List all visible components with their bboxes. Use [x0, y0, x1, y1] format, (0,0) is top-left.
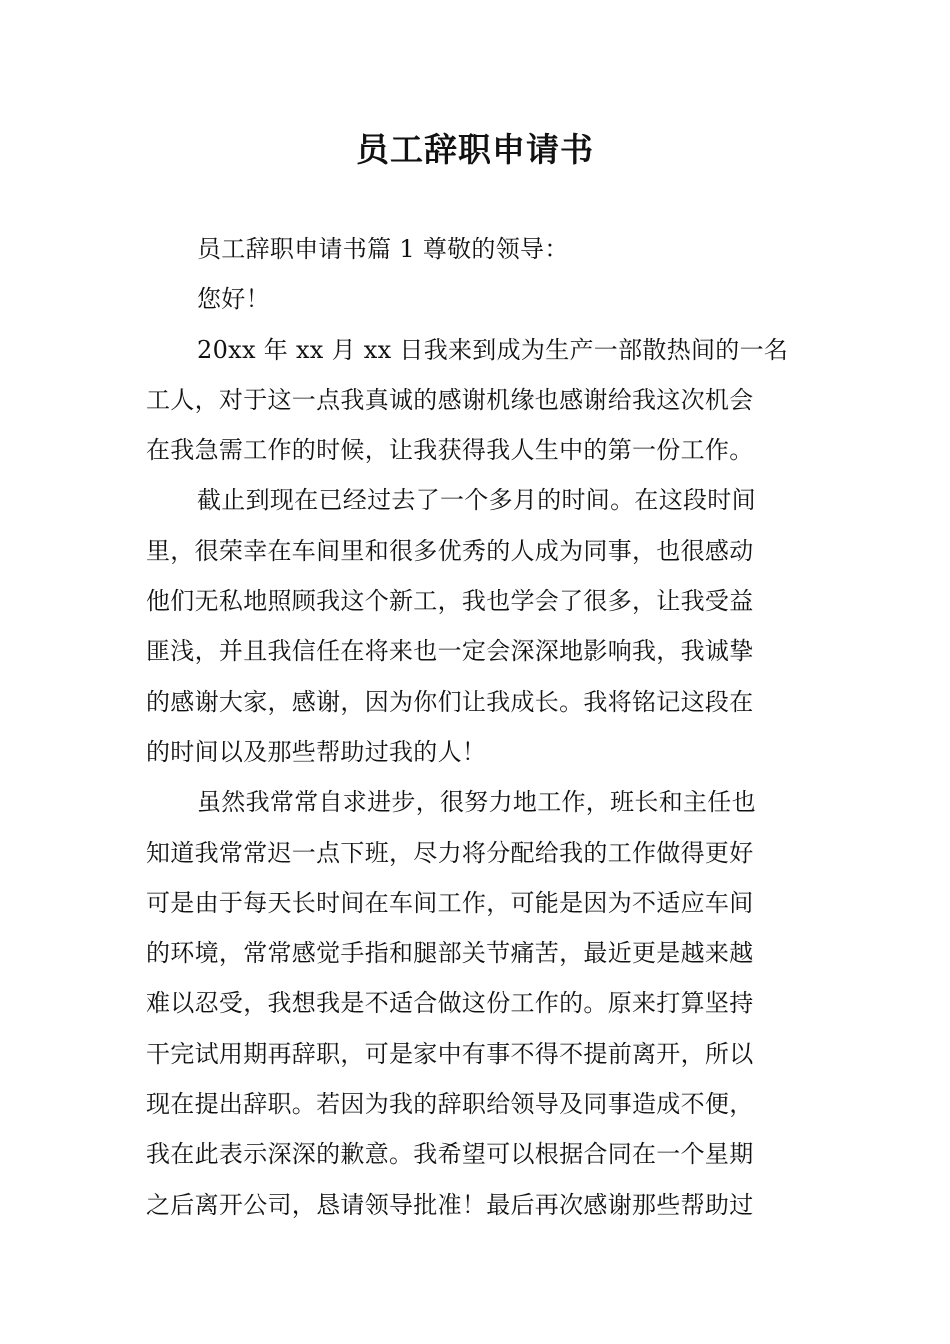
paragraph-line: 20xx 年 xx 月 xx 日我来到成为生产一部散热间的一名: [197, 335, 789, 364]
paragraph-line: 知道我常常迟一点下班，尽力将分配给我的工作做得更好: [146, 838, 754, 867]
paragraph-line: 他们无私地照顾我这个新工，我也学会了很多，让我受益: [146, 587, 754, 616]
paragraph-line: 工人，对于这一点我真诚的感谢机缘也感谢给我这次机会: [146, 385, 754, 414]
document-body: [146, 224, 808, 1230]
paragraph-line: 的时间以及那些帮助过我的人！: [146, 737, 487, 766]
paragraph-line: 在我急需工作的时候，让我获得我人生中的第一份工作。: [146, 436, 754, 465]
paragraph-line: 匪浅，并且我信任在将来也一定会深深地影响我，我诚挚: [146, 637, 754, 666]
paragraph-line: 之后离开公司，恳请领导批准！最后再次感谢那些帮助过: [146, 1190, 754, 1219]
paragraph-line: 可是由于每天长时间在车间工作，可能是因为不适应车间: [146, 888, 754, 917]
paragraph-line: 的环境，常常感觉手指和腿部关节痛苦，最近更是越来越: [146, 939, 754, 968]
paragraph-line: 难以忍受，我想我是不适合做这份工作的。原来打算坚持: [146, 989, 754, 1018]
paragraph-line: 的感谢大家，感谢，因为你们让我成长。我将铭记这段在: [146, 687, 754, 716]
salutation-line: 员工辞职申请书篇 1 尊敬的领导：: [197, 235, 569, 263]
paragraph-line: 现在提出辞职。若因为我的辞职给领导及同事造成不便，: [146, 1090, 754, 1119]
greeting-line: 您好！: [197, 285, 270, 314]
paragraph-line: 里，很荣幸在车间里和很多优秀的人成为同事，也很感动: [146, 536, 754, 565]
paragraph-line: 虽然我常常自求进步，很努力地工作，班长和主任也: [197, 788, 756, 817]
paragraph-line: 干完试用期再辞职，可是家中有事不得不提前离开，所以: [146, 1039, 754, 1068]
paragraph-line: 截止到现在已经过去了一个多月的时间。在这段时间: [197, 486, 756, 515]
paragraph-line: 我在此表示深深的歉意。我希望可以根据合同在一个星期: [146, 1140, 754, 1169]
document-title: 员工辞职申请书: [356, 130, 594, 169]
